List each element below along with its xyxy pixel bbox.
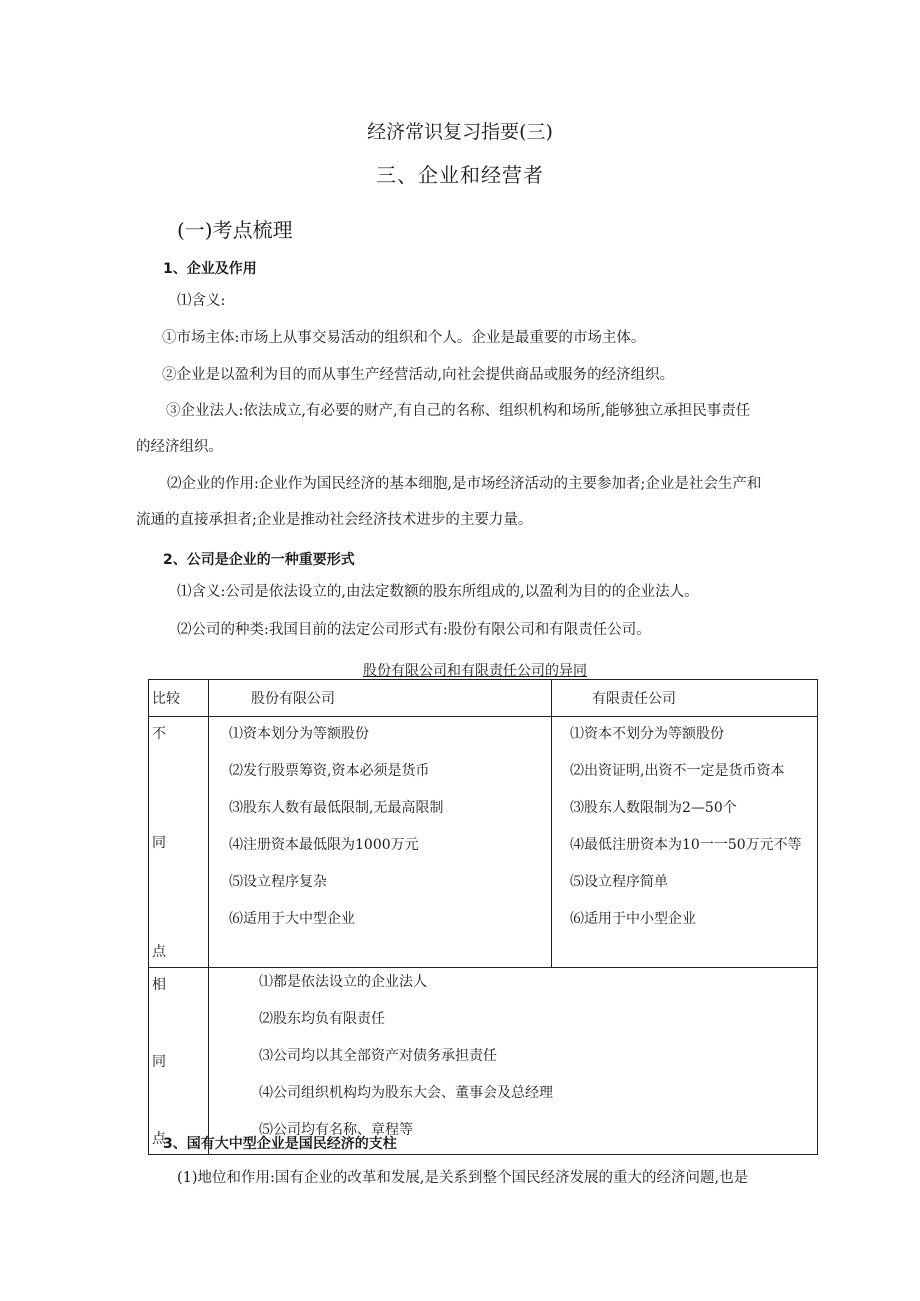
header-compare: 比较 [149,680,209,717]
list-item: ⑶股东人数有最低限制,无最高限制 [229,800,444,816]
table-header-row [149,680,818,717]
label-char: 不 [152,726,166,742]
diff-limited-liability [552,717,818,968]
list-item: ⑴资本不划分为等额股份 [570,726,724,742]
paragraph: 流通的直接承担者;企业是推动社会经济技术进步的主要力量。 [136,512,533,528]
heading-state-enterprise: 3、国有大中型企业是国民经济的支柱 [163,1136,397,1152]
list-item: ⑷最低注册资本为10一一50万元不等 [570,837,802,853]
diff-joint-stock [209,717,552,968]
paragraph: ⑵公司的种类:我国目前的法定公司形式有:股份有限公司和有限责任公司。 [177,622,651,638]
section-heading: (一)考点梳理 [177,218,293,242]
heading-enterprise: 1、企业及作用 [163,261,257,277]
label-char: 点 [152,1131,166,1147]
list-item: ⑵股东均负有限责任 [259,1011,385,1027]
label-char: 相 [152,977,166,993]
table-caption: 股份有限公司和有限责任公司的异同 [363,663,587,679]
header-limited-liability: 有限责任公司 [552,680,818,717]
list-item: ⑵发行股票筹资,资本必须是货币 [229,763,430,779]
similarities-list [209,968,818,1155]
label-similarities [149,968,209,1155]
paragraph: ⑴含义: [177,293,226,309]
list-item: ⑶股东人数限制为2—50个 [570,800,737,816]
paragraph: (1)地位和作用:国有企业的改革和发展,是关系到整个国民经济发展的重大的经济问题,也是 [177,1170,749,1186]
label-char: 点 [152,944,166,960]
list-item: ⑸设立程序简单 [570,874,668,890]
list-item: ⑶公司均以其全部资产对债务承担责任 [259,1048,497,1064]
list-item: ⑹适用于中小型企业 [570,911,696,927]
label-differences [149,717,209,968]
chapter-title: 三、企业和经营者 [376,163,544,187]
list-item: ⑵出资证明,出资不一定是货币资本 [570,763,785,779]
document-title: 经济常识复习指要(三) [367,121,553,143]
list-item: ⑸公司均有名称、章程等 [259,1122,413,1138]
paragraph: ③企业法人:依法成立,有必要的财产,有自己的名称、组织机构和场所,能够独立承担民事责任 [166,403,751,419]
comparison-table [148,679,818,1155]
list-item: ⑹适用于大中型企业 [229,911,355,927]
table-row-similarities [149,968,818,1155]
list-item: ⑷注册资本最低限为1000万元 [229,837,419,853]
list-item: ⑴都是依法设立的企业法人 [259,974,427,990]
heading-company: 2、公司是企业的一种重要形式 [163,552,355,568]
paragraph: 的经济组织。 [136,439,223,455]
header-joint-stock: 股份有限公司 [209,680,552,717]
table-row-differences [149,717,818,968]
label-char: 同 [152,1054,166,1070]
list-item: ⑸设立程序复杂 [229,874,327,890]
paragraph: ①市场主体:市场上从事交易活动的组织和个人。企业是最重要的市场主体。 [162,330,646,346]
list-item: ⑴资本划分为等额股份 [229,726,369,742]
paragraph: ⑵企业的作用:企业作为国民经济的基本细胞,是市场经济活动的主要参加者;企业是社会生产和 [167,476,762,492]
list-item: ⑷公司组织机构均为股东大会、董事会及总经理 [259,1085,553,1101]
paragraph: ⑴含义:公司是依法设立的,由法定数额的股东所组成的,以盈利为目的的企业法人。 [177,584,699,600]
label-char: 同 [152,835,166,851]
paragraph: ②企业是以盈利为目的而从事生产经营活动,向社会提供商品或服务的经济组织。 [162,367,675,383]
